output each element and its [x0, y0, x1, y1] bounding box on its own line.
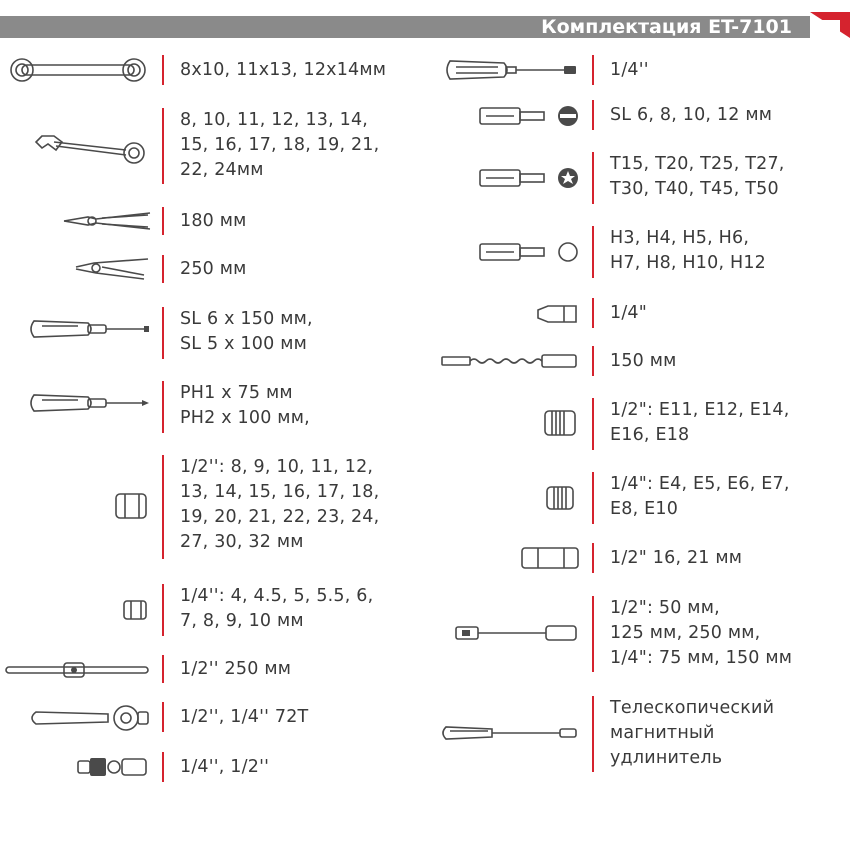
- divider-bar: [162, 307, 164, 359]
- header: [0, 12, 850, 38]
- item-spec: 1/4": E4, E5, E6, E7, E8, E10: [610, 474, 790, 519]
- item-spec: H3, H4, H5, H6, H7, H8, H10, H12: [610, 228, 767, 273]
- item-spec: 250 мм: [180, 259, 247, 279]
- item-spec: SL 6, 8, 10, 12 мм: [610, 105, 773, 125]
- pliers-icon: [62, 209, 152, 237]
- item-spec: 1/2": 50 мм, 125 мм, 250 мм, 1/4": 75 мм, 150 мм: [610, 598, 793, 668]
- item-spec: 8, 10, 11, 12, 13, 14, 15, 16, 17, 18, 19, 21, 22, 24мм: [180, 110, 380, 180]
- divider-bar: [592, 543, 594, 573]
- item-spec: 8x10, 11x13, 12x14мм: [180, 60, 387, 80]
- torx-bit-icon: [478, 166, 580, 194]
- spark-plug-socket-icon: [520, 545, 580, 575]
- divider-bar: [592, 346, 594, 376]
- divider-bar: [592, 152, 594, 204]
- socket-large-icon: [113, 491, 149, 525]
- locking-pliers-icon: [74, 257, 150, 285]
- divider-bar: [592, 100, 594, 130]
- divider-bar: [592, 226, 594, 278]
- item-spec: 1/2'' 250 мм: [180, 659, 292, 679]
- item-spec: Телескопический магнитный удлинитель: [610, 698, 775, 768]
- divider-bar: [162, 752, 164, 782]
- slotted-screwdriver-icon: [28, 317, 152, 345]
- item-spec: 1/4'': [610, 60, 649, 80]
- e-socket-small-icon: [544, 484, 578, 516]
- divider-bar: [592, 298, 594, 328]
- ring-wrench-icon: [8, 57, 148, 87]
- item-spec: 1/2" 16, 21 мм: [610, 548, 743, 568]
- item-spec: SL 6 x 150 мм, SL 5 x 100 мм: [180, 309, 313, 354]
- item-spec: 1/4": [610, 303, 648, 323]
- combination-wrench-icon: [34, 128, 148, 172]
- item-spec: 1/4'': 4, 4.5, 5, 5.5, 6, 7, 8, 9, 10 мм: [180, 586, 374, 631]
- item-spec: 1/2'', 1/4'' 72T: [180, 707, 309, 727]
- hex-bit-icon: [478, 240, 580, 268]
- divider-bar: [592, 596, 594, 672]
- divider-bar: [162, 584, 164, 636]
- divider-bar: [162, 655, 164, 683]
- universal-joint-icon: [76, 754, 150, 784]
- t-bar-handle-icon: [4, 659, 150, 685]
- item-spec: 1/4'', 1/2'': [180, 757, 270, 777]
- phillips-screwdriver-icon: [28, 391, 152, 419]
- divider-bar: [162, 207, 164, 235]
- divider-bar: [592, 398, 594, 450]
- divider-bar: [162, 255, 164, 283]
- divider-bar: [162, 702, 164, 732]
- ratchet-icon: [28, 704, 152, 736]
- divider-bar: [592, 472, 594, 524]
- bit-holder-screwdriver-icon: [444, 57, 580, 87]
- e-socket-large-icon: [542, 408, 578, 442]
- bit-adapter-icon: [534, 302, 580, 330]
- header-accent-cut: [816, 20, 840, 38]
- item-spec: T15, T20, T25, T27, T30, T40, T45, T50: [610, 154, 785, 199]
- item-spec: 1/2": E11, E12, E14, E16, E18: [610, 400, 790, 445]
- item-spec: PH1 x 75 мм PH2 x 100 мм,: [180, 383, 310, 428]
- page-title: Комплектация ET-7101: [541, 16, 792, 38]
- item-spec: 1/2'': 8, 9, 10, 11, 12, 13, 14, 15, 16, 17, 18, 19, 20, 21, 22, 23, 24, 27, 30, 32 мм: [180, 457, 380, 552]
- divider-bar: [162, 108, 164, 184]
- divider-bar: [162, 381, 164, 433]
- divider-bar: [162, 55, 164, 85]
- divider-bar: [162, 455, 164, 559]
- divider-bar: [592, 55, 594, 85]
- divider-bar: [592, 696, 594, 772]
- slotted-bit-icon: [478, 104, 580, 132]
- socket-small-icon: [121, 598, 149, 626]
- item-spec: 150 мм: [610, 351, 677, 371]
- extension-bar-icon: [454, 622, 580, 648]
- telescopic-magnet-icon: [440, 722, 580, 748]
- item-spec: 180 мм: [180, 211, 247, 231]
- flexible-extension-icon: [440, 350, 580, 376]
